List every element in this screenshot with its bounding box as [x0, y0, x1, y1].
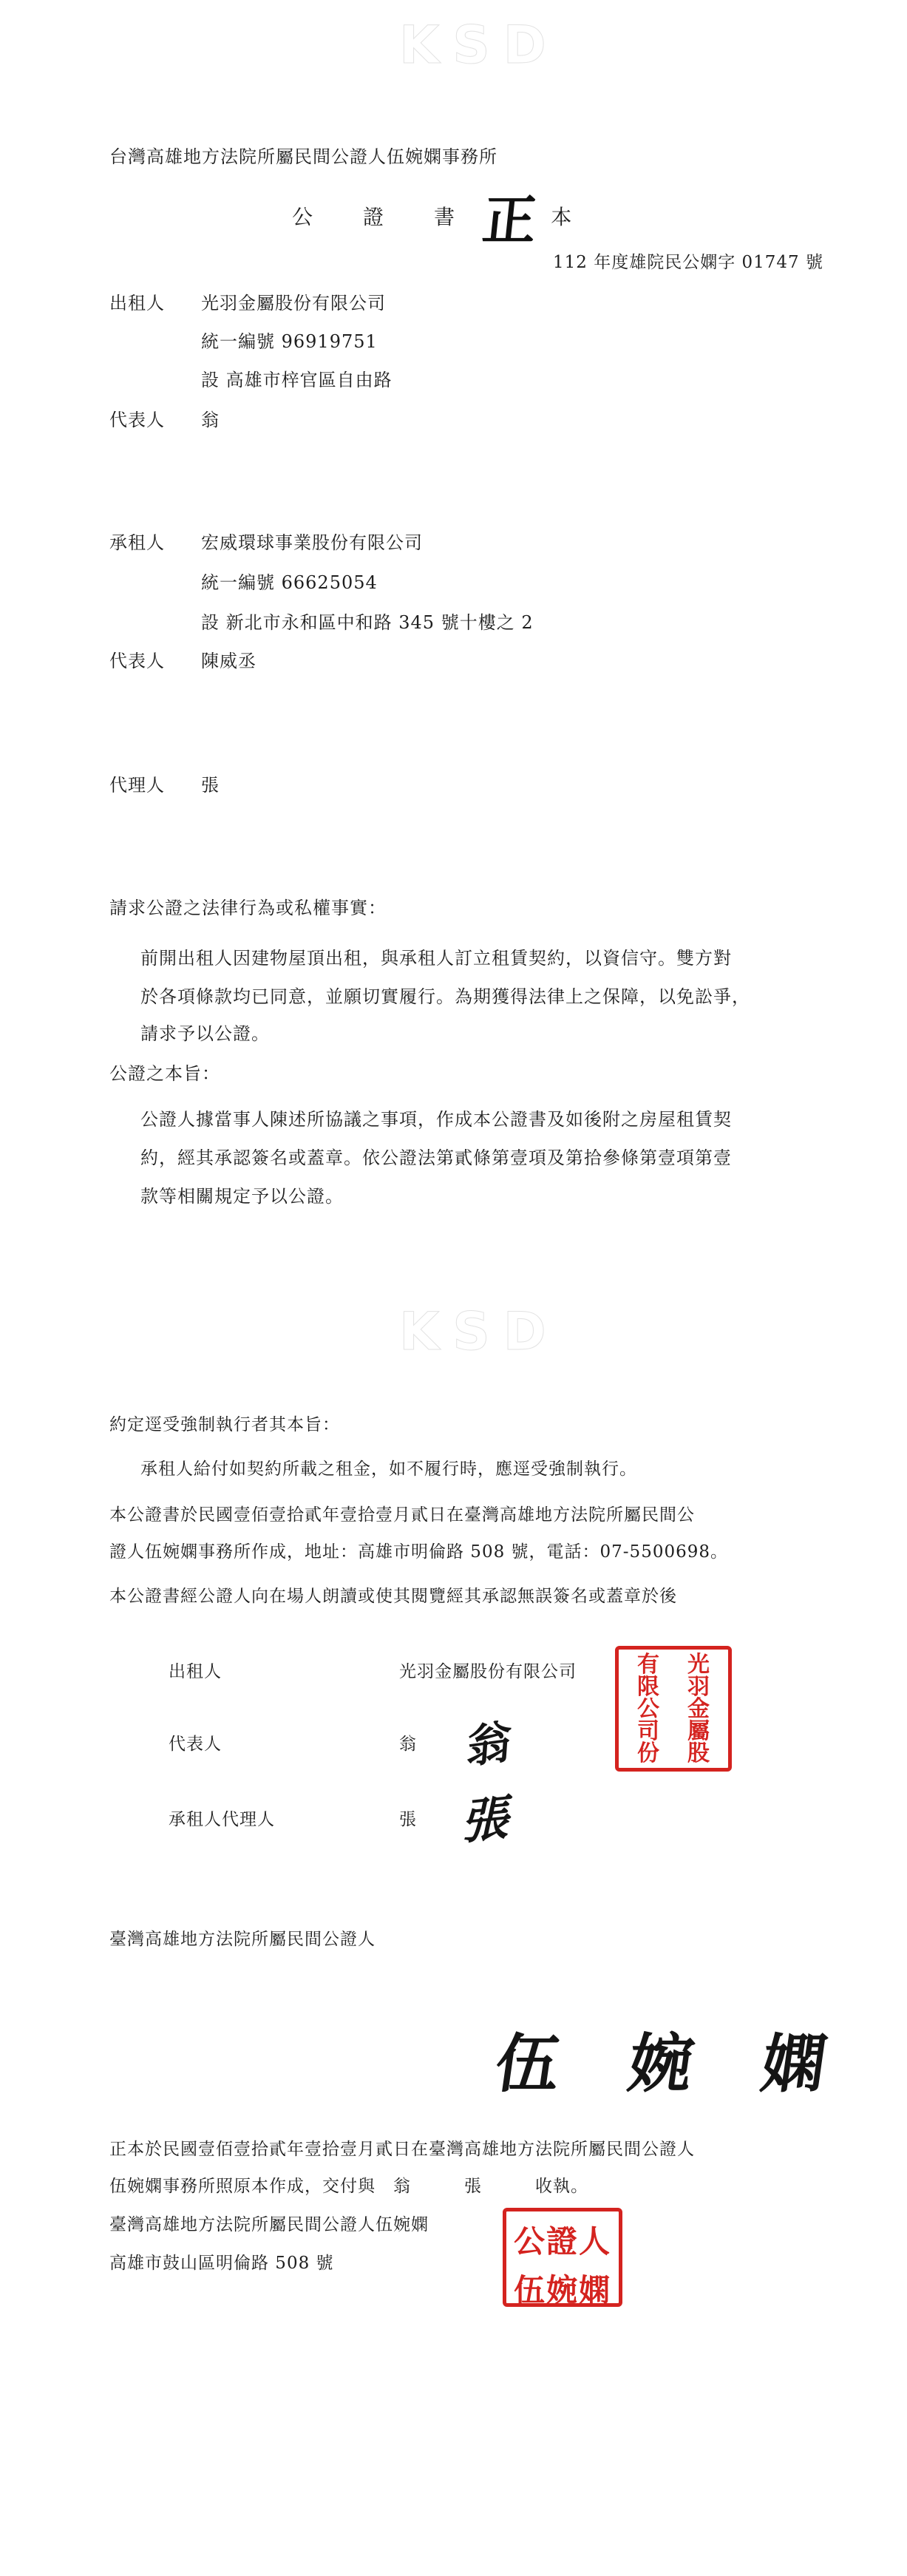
made-line-2: 證人伍婉嫻事務所作成，地址：高雄市明倫路 508 號，電話：07-5500698。 [109, 1542, 728, 1562]
sign-rep-label: 代表人 [169, 1735, 222, 1754]
request-line-1: 前開出租人因建物屋頂出租，與承租人訂立租賃契約，以資信守。雙方對 [140, 948, 732, 969]
lessor-rep-name: 翁 [201, 410, 220, 430]
seal-char: 份 [637, 1741, 659, 1766]
enforcement-heading: 約定逕受強制執行者其本旨： [109, 1415, 340, 1434]
seal-char: 股 [687, 1741, 710, 1766]
read-line: 本公證書經公證人向在場人朗讀或使其閱覽經其承認無誤簽名或蓋章於後 [109, 1587, 677, 1606]
purpose-line-3: 款等相關規定予以公證。 [140, 1186, 344, 1207]
request-line-3: 請求予以公證。 [140, 1023, 270, 1044]
notary-address-line: 高雄市鼓山區明倫路 508 號 [109, 2254, 334, 2273]
agent-signature: 張 [458, 1789, 518, 1851]
seal-char: 光 [687, 1652, 710, 1678]
notary-seal-row-1: 公證人 [513, 2223, 611, 2260]
purpose-heading: 公證之本旨： [109, 1063, 220, 1084]
document-title [292, 177, 572, 251]
notary-seal-row-2: 伍婉嫻 [513, 2272, 611, 2308]
lessee-address: 設 新北市永和區中和路 345 號十樓之 2 [201, 612, 534, 633]
company-seal [615, 1646, 732, 1772]
watermark-middle: KSD [399, 1301, 560, 1362]
seal-char: 司 [637, 1718, 659, 1744]
title-text: 公 證 書 [292, 205, 458, 229]
enforcement-body: 承租人給付如契約所載之租金，如不履行時，應逕受強制執行。 [140, 1460, 637, 1479]
title-copy-label: 本 [551, 205, 572, 229]
sign-agent-name: 張 [399, 1810, 417, 1829]
lessee-rep-name: 陳威丞 [201, 651, 257, 671]
purpose-line-2: 約，經其承認簽名或蓋章。依公證法第貳條第壹項及第拾參條第壹項第壹 [140, 1148, 732, 1168]
agent-role: 代理人 [109, 775, 165, 796]
lessee-rep-role: 代表人 [109, 651, 165, 671]
notary-seal [503, 2208, 622, 2307]
lessee-role: 承租人 [109, 532, 165, 553]
seal-char: 羽 [687, 1674, 710, 1700]
notary-signature: 伍 婉 嫻 [490, 2027, 835, 2101]
document-number: 112 年度雄院民公嫻字 01747 號 [553, 253, 823, 272]
lessor-tax-id: 統一編號 96919751 [201, 331, 378, 352]
copy-line-1: 正本於民國壹佰壹拾貳年壹拾壹月貳日在臺灣高雄地方法院所屬民間公證人 [109, 2140, 695, 2159]
seal-char: 屬 [687, 1718, 710, 1744]
copy-line-2: 伍婉嫻事務所照原本作成，交付與 翁 張 收執。 [109, 2177, 588, 2196]
company-seal-grid [619, 1650, 728, 1768]
lessor-role: 出租人 [109, 293, 165, 313]
sign-lessor-label: 出租人 [169, 1662, 222, 1681]
lessor-address: 設 高雄市梓官區自由路 [201, 370, 393, 390]
notary-office-line: 臺灣高雄地方法院所屬民間公證人伍婉嫻 [109, 2215, 429, 2234]
seal-char: 公 [637, 1696, 659, 1722]
seal-char: 限 [637, 1674, 659, 1700]
seal-char: 有 [637, 1652, 659, 1678]
agent-name: 張 [201, 775, 220, 796]
sign-rep-name: 翁 [399, 1735, 417, 1754]
lessee-name: 宏威環球事業股份有限公司 [201, 532, 423, 553]
purpose-line-1: 公證人據當事人陳述所協議之事項，作成本公證書及如後附之房屋租賃契 [140, 1109, 732, 1130]
watermark-top: KSD [399, 15, 560, 75]
request-heading: 請求公證之法律行為或私權事實： [109, 898, 387, 918]
lessor-name: 光羽金屬股份有限公司 [201, 293, 386, 313]
rep-signature: 翁 [465, 1715, 513, 1775]
office-name: 台灣高雄地方法院所屬民間公證人伍婉嫻事務所 [109, 146, 497, 167]
request-line-2: 於各項條款均已同意，並願切實履行。為期獲得法律上之保障，以免訟爭， [140, 986, 750, 1007]
lessor-rep-role: 代表人 [109, 410, 165, 430]
lessee-tax-id: 統一編號 66625054 [201, 572, 378, 593]
title-stamp: 正 [480, 189, 540, 251]
made-line-1: 本公證書於民國壹佰壹拾貳年壹拾壹月貳日在臺灣高雄地方法院所屬民間公 [109, 1505, 695, 1525]
seal-char: 金 [687, 1696, 710, 1722]
sign-lessor-name: 光羽金屬股份有限公司 [399, 1662, 577, 1681]
sign-agent-label: 承租人代理人 [169, 1810, 275, 1829]
notary-title: 臺灣高雄地方法院所屬民間公證人 [109, 1930, 376, 1949]
